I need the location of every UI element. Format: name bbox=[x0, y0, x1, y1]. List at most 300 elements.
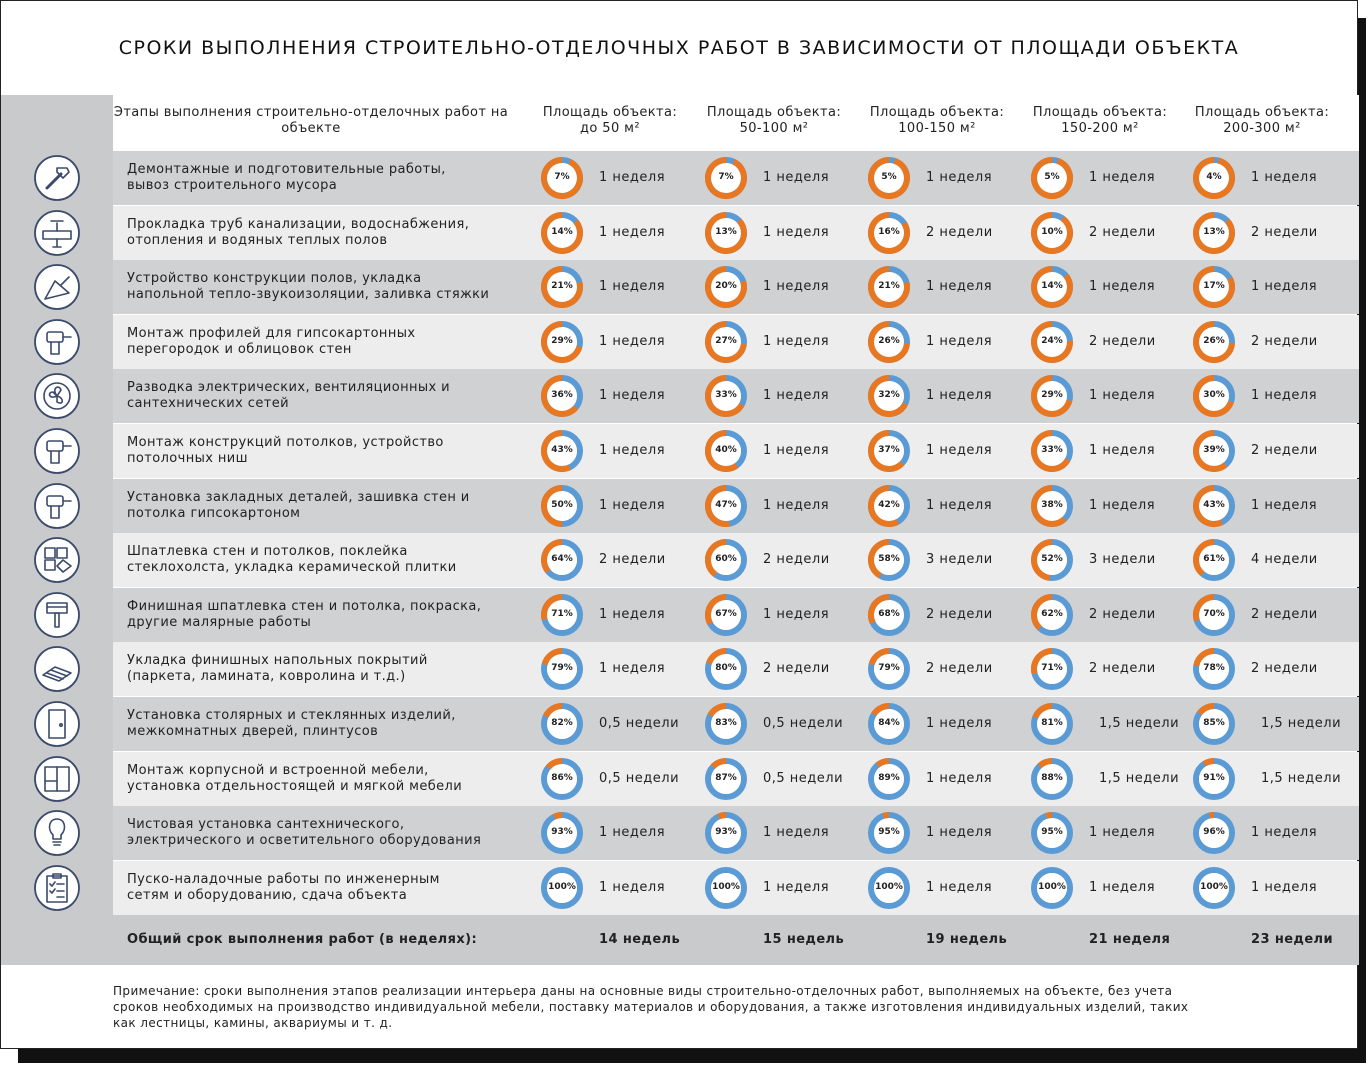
percent-label: 43% bbox=[551, 445, 573, 455]
area-column-header bbox=[525, 105, 695, 137]
stage-label bbox=[127, 162, 517, 194]
table-row bbox=[113, 861, 1359, 915]
percent-label: 13% bbox=[1203, 226, 1225, 237]
progress-cell bbox=[856, 642, 1019, 696]
area-column-header bbox=[852, 105, 1022, 137]
stage-line: стеклохолста, укладка керамической плитки bbox=[127, 560, 457, 576]
progress-cell bbox=[529, 479, 692, 533]
stage-line: межкомнатных дверей, плинтусов bbox=[127, 724, 379, 739]
paintbrush-icon bbox=[33, 591, 81, 639]
percent-label: 71% bbox=[551, 608, 573, 619]
table-row bbox=[113, 588, 1359, 642]
progress-cell bbox=[1019, 752, 1182, 806]
progress-cell bbox=[1181, 642, 1344, 696]
percent-label: 85% bbox=[1203, 718, 1225, 728]
progress-cell bbox=[1181, 369, 1344, 423]
percent-label: 42% bbox=[878, 499, 900, 510]
area-header-line: Площадь объекта: bbox=[869, 105, 1005, 120]
percent-label: 84% bbox=[878, 718, 900, 728]
duration-label: 3 недели bbox=[1089, 552, 1156, 568]
duration-label: 2 недели bbox=[763, 661, 830, 677]
duration-label: 1 неделя bbox=[763, 388, 830, 404]
stage-line: перегородок и облицовок стен bbox=[127, 341, 352, 357]
duration-label: 1 неделя bbox=[599, 224, 666, 240]
percent-label: 93% bbox=[715, 827, 737, 838]
area-column-header bbox=[689, 105, 859, 137]
table-row bbox=[113, 151, 1359, 205]
progress-cell bbox=[1181, 533, 1344, 587]
percent-label: 95% bbox=[878, 827, 900, 838]
percent-label: 79% bbox=[878, 663, 900, 674]
stage-line: Шпатлевка стен и потолков, поклейка bbox=[127, 544, 408, 560]
percent-label: 16% bbox=[878, 226, 900, 237]
percent-label: 33% bbox=[1041, 445, 1063, 455]
duration-label: 1,5 недели bbox=[1099, 770, 1180, 786]
percent-label: 78% bbox=[1203, 663, 1225, 674]
stage-line: Пуско-наладочные работы по инженерным bbox=[127, 871, 440, 887]
duration-label: 4 недели bbox=[1251, 552, 1318, 568]
duration-label: 1 неделя bbox=[926, 879, 993, 895]
progress-cell bbox=[1181, 206, 1344, 260]
progress-cell bbox=[529, 752, 692, 806]
checklist-icon bbox=[33, 864, 81, 912]
percent-label: 26% bbox=[878, 335, 900, 346]
progress-cell bbox=[1181, 752, 1344, 806]
duration-label: 2 недели bbox=[1251, 443, 1318, 458]
wardrobe-icon bbox=[33, 755, 81, 803]
progress-cell bbox=[1019, 806, 1182, 860]
table-row bbox=[113, 642, 1359, 696]
percent-label: 14% bbox=[551, 226, 573, 237]
progress-cell bbox=[693, 588, 856, 642]
progress-cell bbox=[693, 315, 856, 369]
table-row bbox=[113, 315, 1359, 369]
stage-label bbox=[127, 872, 517, 904]
percent-label: 61% bbox=[1203, 554, 1225, 565]
table-row bbox=[113, 697, 1359, 751]
stage-line: потолочных ниш bbox=[127, 451, 248, 466]
area-header-line: 150-200 м² bbox=[1061, 121, 1139, 136]
progress-cell bbox=[693, 806, 856, 860]
stage-line: Монтаж корпусной и встроенной мебели, bbox=[127, 762, 429, 778]
duration-label: 1 неделя bbox=[599, 333, 666, 349]
percent-label: 64% bbox=[551, 554, 573, 565]
duration-label: 1 неделя bbox=[926, 770, 993, 786]
percent-label: 100% bbox=[875, 881, 903, 892]
progress-cell bbox=[693, 697, 856, 751]
percent-label: 58% bbox=[878, 554, 900, 565]
progress-cell bbox=[1181, 697, 1344, 751]
duration-label: 2 недели bbox=[926, 606, 993, 622]
total-value: 19 недель bbox=[926, 932, 1008, 947]
duration-label: 1 неделя bbox=[763, 224, 830, 240]
drill-icon bbox=[33, 427, 81, 475]
stage-line: Установка столярных и стеклянных изделий, bbox=[127, 708, 456, 723]
stage-label bbox=[127, 599, 517, 631]
footnote-line: Примечание: сроки выполнения этапов реализации интерьера даны на основные виды строительно-отделочных работ, выполняемых на объекте, без учета bbox=[113, 984, 1173, 998]
percent-label: 52% bbox=[1041, 554, 1063, 565]
parquet-icon bbox=[33, 645, 81, 693]
duration-label: 1 неделя bbox=[599, 279, 666, 295]
percent-label: 33% bbox=[715, 390, 737, 401]
percent-label: 60% bbox=[715, 554, 737, 565]
duration-label: 1 неделя bbox=[763, 497, 830, 513]
stage-label bbox=[127, 708, 517, 740]
percent-label: 29% bbox=[551, 335, 573, 346]
stage-line: отопления и водяных теплых полов bbox=[127, 232, 388, 248]
total-row bbox=[113, 915, 1359, 965]
percent-label: 21% bbox=[551, 281, 573, 292]
progress-cell bbox=[856, 861, 1019, 915]
stage-label bbox=[127, 544, 517, 576]
table-row bbox=[113, 533, 1359, 587]
duration-label: 0,5 недели bbox=[599, 716, 680, 731]
progress-cell bbox=[693, 369, 856, 423]
percent-label: 96% bbox=[1203, 827, 1225, 838]
stage-column-header: Этапы выполнения строительно-отделочных работ на объекте bbox=[113, 105, 509, 136]
footnote-line: как лестницы, камины, аквариумы и т. д. bbox=[113, 1016, 393, 1030]
progress-cell bbox=[1019, 533, 1182, 587]
duration-label: 0,5 недели bbox=[763, 770, 844, 786]
duration-label: 2 недели bbox=[926, 661, 993, 677]
table-row bbox=[113, 369, 1359, 423]
progress-cell bbox=[529, 369, 692, 423]
percent-label: 7% bbox=[718, 172, 734, 182]
progress-cell bbox=[1019, 315, 1182, 369]
area-header-line: Площадь объекта: bbox=[706, 105, 842, 120]
progress-cell bbox=[693, 533, 856, 587]
percent-label: 100% bbox=[1038, 881, 1066, 892]
progress-cell bbox=[529, 260, 692, 314]
area-column-header bbox=[1015, 105, 1185, 137]
icon-column bbox=[1, 95, 113, 965]
progress-cell bbox=[529, 206, 692, 260]
duration-label: 1 неделя bbox=[1251, 879, 1318, 895]
stage-line: Монтаж профилей для гипсокартонных bbox=[127, 325, 416, 341]
progress-cell bbox=[1019, 479, 1182, 533]
stage-line: Монтаж конструкций потолков, устройство bbox=[127, 435, 444, 450]
progress-cell bbox=[1181, 806, 1344, 860]
percent-label: 83% bbox=[715, 718, 737, 728]
duration-label: 1 неделя bbox=[599, 879, 666, 895]
percent-label: 47% bbox=[715, 499, 737, 510]
progress-cell bbox=[856, 479, 1019, 533]
stage-line: Прокладка труб канализации, водоснабжения, bbox=[127, 216, 470, 232]
percent-label: 71% bbox=[1041, 663, 1063, 674]
door-icon bbox=[33, 700, 81, 748]
percent-label: 7% bbox=[554, 172, 570, 182]
duration-label: 2 недели bbox=[1089, 224, 1156, 240]
duration-label: 1 неделя bbox=[926, 716, 993, 731]
percent-label: 100% bbox=[712, 881, 740, 892]
stage-line: Установка закладных деталей, зашивка стен и bbox=[127, 489, 470, 505]
progress-cell bbox=[856, 206, 1019, 260]
stage-line: Устройство конструкции полов, укладка bbox=[127, 271, 422, 287]
progress-cell bbox=[856, 806, 1019, 860]
percent-label: 86% bbox=[551, 772, 573, 783]
percent-label: 26% bbox=[1203, 335, 1225, 346]
duration-label: 1 неделя bbox=[1251, 170, 1318, 185]
percent-label: 30% bbox=[1203, 390, 1225, 401]
percent-label: 82% bbox=[551, 718, 573, 728]
duration-label: 2 недели bbox=[763, 552, 830, 568]
table-row bbox=[113, 752, 1359, 806]
stage-line: сетям и оборудованию, сдача объекта bbox=[127, 887, 408, 903]
percent-label: 37% bbox=[878, 445, 900, 455]
progress-cell bbox=[1019, 260, 1182, 314]
duration-label: 1 неделя bbox=[926, 497, 993, 513]
percent-label: 68% bbox=[878, 608, 900, 619]
stage-label bbox=[127, 763, 517, 795]
progress-cell bbox=[529, 806, 692, 860]
duration-label: 2 недели bbox=[1251, 333, 1318, 349]
percent-label: 10% bbox=[1041, 226, 1063, 237]
total-value: 14 недель bbox=[599, 932, 681, 947]
footnote-line: сроков необходимых на производство индивидуальной мебели, поставку материалов и оборудования, а также изготовления индивидуальных изделий, таких bbox=[113, 1000, 1189, 1014]
table-row bbox=[113, 206, 1359, 260]
area-column-header bbox=[1177, 105, 1347, 137]
progress-cell bbox=[529, 697, 692, 751]
stage-line: Демонтажные и подготовительные работы, bbox=[127, 162, 446, 177]
tiles-icon bbox=[33, 536, 81, 584]
progress-cell bbox=[529, 315, 692, 369]
progress-cell bbox=[693, 206, 856, 260]
area-header-line: Площадь объекта: bbox=[542, 105, 678, 120]
duration-label: 1,5 недели bbox=[1261, 716, 1342, 731]
progress-cell bbox=[1019, 642, 1182, 696]
progress-cell bbox=[693, 424, 856, 478]
duration-label: 1 неделя bbox=[926, 279, 993, 295]
duration-label: 1 неделя bbox=[599, 661, 666, 677]
progress-cell bbox=[1019, 206, 1182, 260]
progress-cell bbox=[856, 588, 1019, 642]
duration-label: 2 недели bbox=[1089, 661, 1156, 677]
progress-cell bbox=[693, 752, 856, 806]
progress-cell bbox=[1181, 424, 1344, 478]
duration-label: 1 неделя bbox=[599, 497, 666, 513]
hammer-icon bbox=[33, 154, 81, 202]
duration-label: 1 неделя bbox=[599, 825, 666, 841]
stage-line: Разводка электрических, вентиляционных и bbox=[127, 380, 451, 396]
stage-line: напольной тепло-звукоизоляции, заливка стяжки bbox=[127, 287, 490, 303]
duration-label: 2 недели bbox=[1251, 606, 1318, 622]
duration-label: 1 неделя bbox=[926, 443, 993, 458]
percent-label: 93% bbox=[551, 827, 573, 838]
area-header-line: до 50 м² bbox=[580, 121, 640, 136]
total-value: 15 недель bbox=[763, 932, 845, 947]
percent-label: 95% bbox=[1041, 827, 1063, 838]
page-title: СРОКИ ВЫПОЛНЕНИЯ СТРОИТЕЛЬНО-ОТДЕЛОЧНЫХ РАБОТ В ЗАВИСИМОСТИ ОТ ПЛОЩАДИ ОБЪЕКТА bbox=[118, 37, 1240, 59]
percent-label: 100% bbox=[1200, 881, 1228, 892]
duration-label: 2 недели bbox=[599, 552, 666, 568]
progress-cell bbox=[693, 861, 856, 915]
progress-cell bbox=[856, 260, 1019, 314]
duration-label: 1 неделя bbox=[1089, 170, 1156, 185]
duration-label: 1 неделя bbox=[599, 170, 666, 185]
duration-label: 1 неделя bbox=[1089, 825, 1156, 841]
progress-cell bbox=[529, 861, 692, 915]
drill-icon bbox=[33, 482, 81, 530]
percent-label: 29% bbox=[1041, 390, 1063, 401]
duration-label: 1 неделя bbox=[599, 606, 666, 622]
fan-icon bbox=[33, 372, 81, 420]
progress-cell bbox=[1019, 151, 1182, 205]
duration-label: 1 неделя bbox=[1089, 388, 1156, 404]
duration-label: 2 недели bbox=[1089, 333, 1156, 349]
progress-cell bbox=[856, 752, 1019, 806]
total-label: Общий срок выполнения работ (в неделях): bbox=[127, 932, 478, 947]
progress-cell bbox=[1181, 151, 1344, 205]
stage-line: Укладка финишных напольных покрытий bbox=[127, 653, 428, 669]
progress-cell bbox=[529, 642, 692, 696]
duration-label: 1 неделя bbox=[1251, 279, 1318, 295]
duration-label: 1 неделя bbox=[926, 825, 993, 841]
table-row bbox=[113, 424, 1359, 478]
duration-label: 2 недели bbox=[1089, 606, 1156, 622]
duration-label: 1,5 недели bbox=[1261, 770, 1342, 786]
percent-label: 81% bbox=[1041, 718, 1063, 728]
percent-label: 24% bbox=[1041, 335, 1063, 346]
stage-label bbox=[127, 326, 517, 358]
stage-label bbox=[127, 653, 517, 685]
area-header-line: 50-100 м² bbox=[739, 121, 809, 136]
percent-label: 5% bbox=[1044, 172, 1060, 182]
progress-cell bbox=[1019, 697, 1182, 751]
progress-cell bbox=[693, 260, 856, 314]
stage-line: другие малярные работы bbox=[127, 614, 312, 630]
duration-label: 1 неделя bbox=[763, 443, 830, 458]
percent-label: 17% bbox=[1203, 281, 1225, 292]
duration-label: 1 неделя bbox=[763, 333, 830, 349]
progress-cell bbox=[1019, 424, 1182, 478]
duration-label: 1 неделя bbox=[1251, 388, 1318, 404]
percent-label: 14% bbox=[1041, 281, 1063, 292]
percent-label: 50% bbox=[551, 499, 573, 510]
percent-label: 70% bbox=[1203, 608, 1225, 619]
stage-line: электрического и осветительного оборудования bbox=[127, 833, 482, 849]
progress-cell bbox=[1019, 369, 1182, 423]
duration-label: 2 недели bbox=[1251, 224, 1318, 240]
stage-line: вывоз строительного мусора bbox=[127, 178, 338, 193]
duration-label: 1 неделя bbox=[1251, 497, 1318, 513]
duration-label: 1 неделя bbox=[926, 333, 993, 349]
progress-cell bbox=[856, 697, 1019, 751]
table-row bbox=[113, 479, 1359, 533]
percent-label: 32% bbox=[878, 390, 900, 401]
progress-cell bbox=[1019, 588, 1182, 642]
stage-line: установка отдельностоящей и мягкой мебели bbox=[127, 778, 463, 794]
area-header-line: 100-150 м² bbox=[898, 121, 976, 136]
stage-label bbox=[127, 271, 517, 303]
duration-label: 1 неделя bbox=[763, 825, 830, 841]
duration-label: 1,5 недели bbox=[1099, 716, 1180, 731]
percent-label: 40% bbox=[715, 445, 737, 455]
progress-cell bbox=[529, 588, 692, 642]
progress-cell bbox=[1019, 861, 1182, 915]
schedule-table bbox=[113, 95, 1359, 965]
percent-label: 38% bbox=[1041, 499, 1063, 510]
percent-label: 43% bbox=[1203, 499, 1225, 510]
percent-label: 4% bbox=[1206, 172, 1222, 182]
progress-cell bbox=[856, 424, 1019, 478]
stage-label bbox=[127, 435, 517, 467]
duration-label: 0,5 недели bbox=[599, 770, 680, 786]
progress-cell bbox=[529, 424, 692, 478]
progress-cell bbox=[529, 151, 692, 205]
percent-label: 100% bbox=[548, 881, 576, 892]
stage-line: Чистовая установка сантехнического, bbox=[127, 817, 405, 833]
stage-label bbox=[127, 217, 517, 249]
lightbulb-icon bbox=[33, 809, 81, 857]
stage-line: (паркета, ламината, ковролина и т.д.) bbox=[127, 669, 406, 685]
stage-label bbox=[127, 490, 517, 522]
progress-cell bbox=[1181, 861, 1344, 915]
percent-label: 13% bbox=[715, 226, 737, 237]
duration-label: 1 неделя bbox=[926, 170, 993, 185]
progress-cell bbox=[856, 369, 1019, 423]
progress-cell bbox=[693, 479, 856, 533]
table-row bbox=[113, 260, 1359, 314]
duration-label: 0,5 недели bbox=[763, 716, 844, 731]
percent-label: 91% bbox=[1203, 772, 1225, 783]
duration-label: 1 неделя bbox=[1089, 443, 1156, 458]
progress-cell bbox=[693, 151, 856, 205]
percent-label: 39% bbox=[1203, 445, 1225, 455]
duration-label: 2 недели bbox=[926, 224, 993, 240]
duration-label: 1 неделя bbox=[1251, 825, 1318, 841]
total-value: 21 неделя bbox=[1089, 932, 1171, 947]
percent-label: 87% bbox=[715, 772, 737, 783]
percent-label: 36% bbox=[551, 390, 573, 401]
progress-cell bbox=[1181, 588, 1344, 642]
stage-label bbox=[127, 380, 517, 412]
percent-label: 89% bbox=[878, 772, 900, 783]
area-header-line: 200-300 м² bbox=[1223, 121, 1301, 136]
stage-line: потолка гипсокартоном bbox=[127, 505, 301, 521]
percent-label: 27% bbox=[715, 335, 737, 346]
duration-label: 1 неделя bbox=[763, 606, 830, 622]
duration-label: 2 недели bbox=[1251, 661, 1318, 677]
progress-cell bbox=[529, 533, 692, 587]
percent-label: 80% bbox=[715, 663, 737, 674]
duration-label: 1 неделя bbox=[763, 279, 830, 295]
percent-label: 5% bbox=[881, 172, 897, 182]
progress-cell bbox=[1181, 479, 1344, 533]
percent-label: 62% bbox=[1041, 608, 1063, 619]
progress-cell bbox=[1181, 260, 1344, 314]
stage-line: Финишная шпатлевка стен и потолка, покраска, bbox=[127, 598, 482, 614]
duration-label: 1 неделя bbox=[763, 879, 830, 895]
table-header bbox=[113, 95, 1359, 151]
trowel-icon bbox=[33, 263, 81, 311]
percent-label: 67% bbox=[715, 608, 737, 619]
progress-cell bbox=[856, 533, 1019, 587]
duration-label: 3 недели bbox=[926, 552, 993, 568]
progress-cell bbox=[856, 315, 1019, 369]
percent-label: 20% bbox=[715, 281, 737, 292]
duration-label: 1 неделя bbox=[926, 388, 993, 404]
duration-label: 1 неделя bbox=[1089, 279, 1156, 295]
pipe-valve-icon bbox=[33, 209, 81, 257]
table-row bbox=[113, 806, 1359, 860]
duration-label: 1 неделя bbox=[1089, 879, 1156, 895]
progress-cell bbox=[693, 642, 856, 696]
percent-label: 88% bbox=[1041, 772, 1063, 783]
area-header-line: Площадь объекта: bbox=[1032, 105, 1168, 120]
percent-label: 79% bbox=[551, 663, 573, 674]
area-header-line: Площадь объекта: bbox=[1194, 105, 1330, 120]
duration-label: 1 неделя bbox=[599, 443, 666, 458]
